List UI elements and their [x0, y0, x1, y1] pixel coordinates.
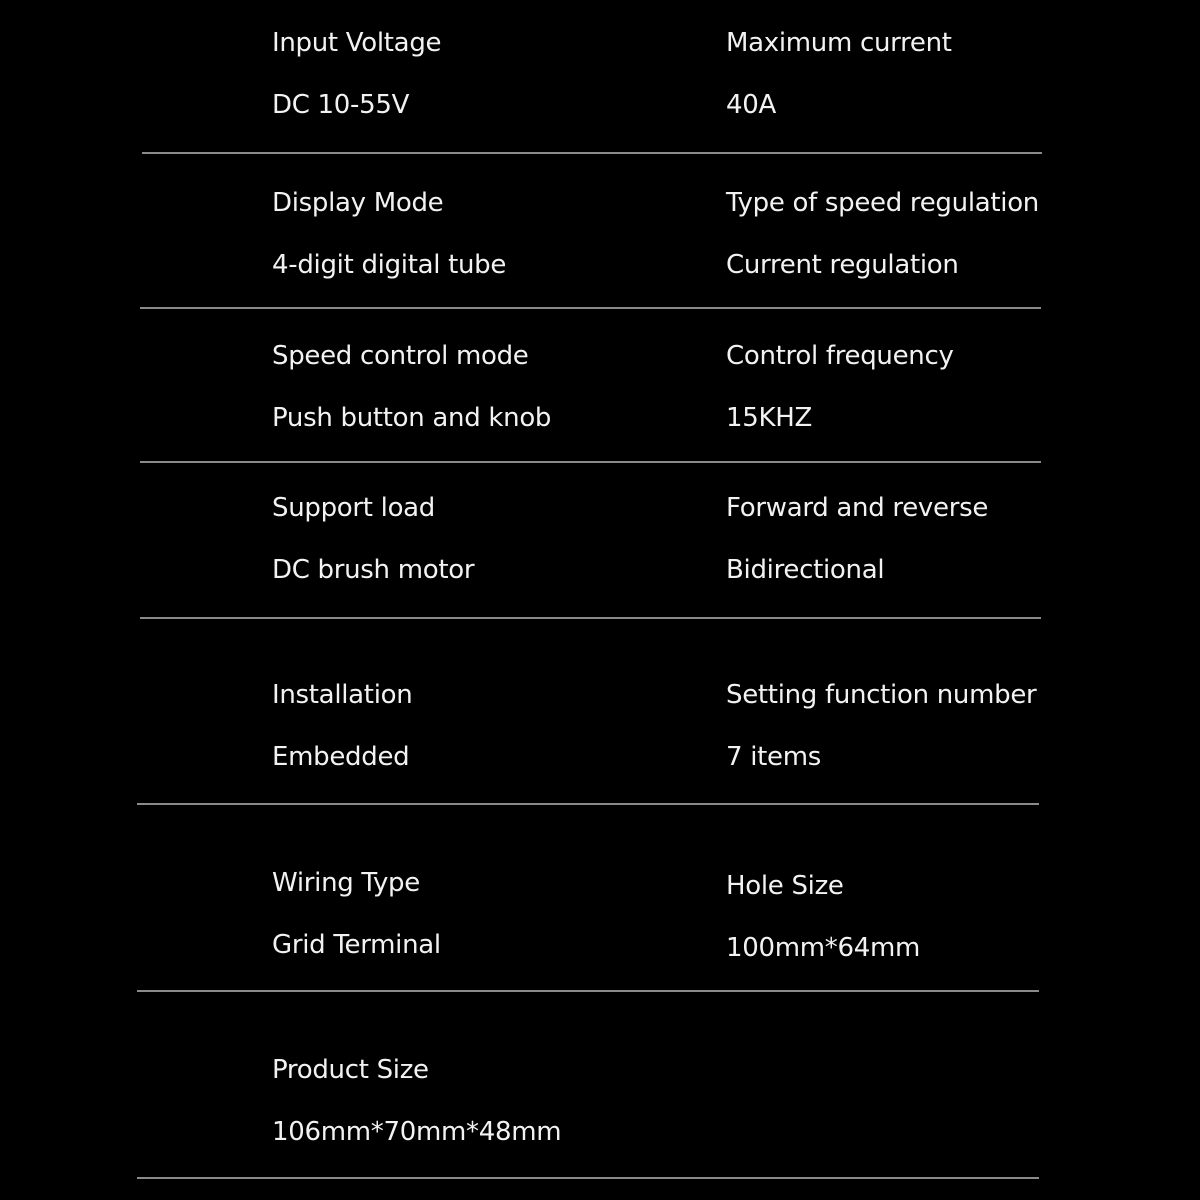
- spec-value: 100mm*64mm: [726, 933, 921, 963]
- row-divider: [137, 803, 1039, 805]
- spec-label: Support load: [272, 493, 436, 523]
- spec-label: Setting function number: [726, 680, 1037, 710]
- spec-value: Bidirectional: [726, 555, 885, 585]
- spec-value: 106mm*70mm*48mm: [272, 1117, 562, 1147]
- spec-label: Hole Size: [726, 871, 844, 901]
- spec-label: Speed control mode: [272, 341, 529, 371]
- spec-value: DC brush motor: [272, 555, 475, 585]
- row-divider: [140, 617, 1041, 619]
- spec-label: Installation: [272, 680, 413, 710]
- row-divider: [137, 1177, 1039, 1179]
- spec-label: Product Size: [272, 1055, 429, 1085]
- spec-value: 15KHZ: [726, 403, 812, 433]
- spec-value: 4-digit digital tube: [272, 250, 507, 280]
- row-divider: [140, 461, 1041, 463]
- spec-label: Type of speed regulation: [726, 188, 1039, 218]
- row-divider: [140, 307, 1041, 309]
- spec-value: Grid Terminal: [272, 930, 441, 960]
- spec-label: Maximum current: [726, 28, 952, 58]
- spec-label: Forward and reverse: [726, 493, 989, 523]
- row-divider: [142, 152, 1042, 154]
- spec-value: 7 items: [726, 742, 821, 772]
- spec-value: Push button and knob: [272, 403, 552, 433]
- spec-label: Wiring Type: [272, 868, 420, 898]
- row-divider: [137, 990, 1039, 992]
- spec-label: Display Mode: [272, 188, 444, 218]
- spec-label: Control frequency: [726, 341, 954, 371]
- spec-value: Embedded: [272, 742, 410, 772]
- spec-value: 40A: [726, 90, 776, 120]
- spec-label: Input Voltage: [272, 28, 442, 58]
- spec-value: DC 10-55V: [272, 90, 410, 120]
- spec-value: Current regulation: [726, 250, 959, 280]
